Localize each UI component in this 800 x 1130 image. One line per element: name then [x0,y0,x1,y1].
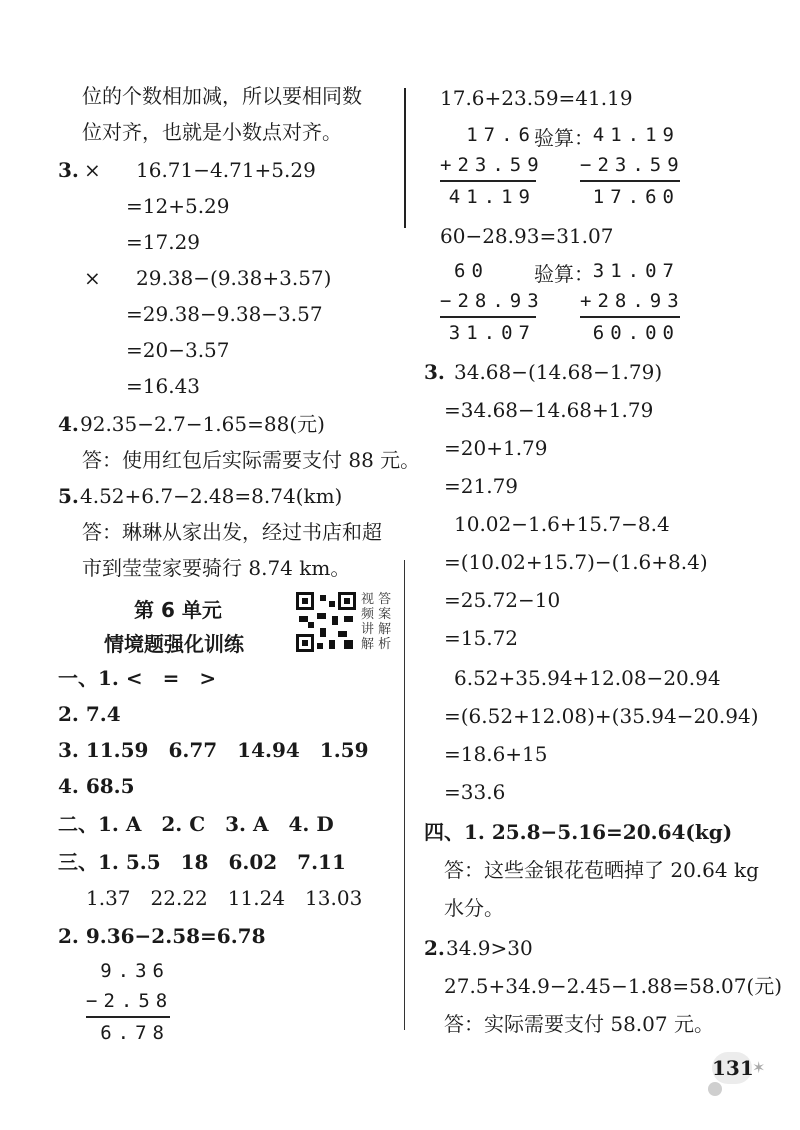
vcalc-3b-result: 60.00 [580,316,680,348]
vertical-calc-3b [580,256,685,348]
vcalc-3b-top: 31.07 [592,260,680,282]
vcalc-2b-top: 41.19 [592,124,680,146]
r3-line-12: =33.6 [444,780,506,804]
section-4-q2-answer: 答：实际需要支付 58.07 元。 [444,1012,714,1036]
q5-equation: 4.52+6.7−2.48=8.74(km) [80,484,343,508]
section-3-q1a: 三、1. 5.5 18 6.02 7.11 [58,850,346,874]
section-2: 二、1. A 2. C 3. A 4. D [58,812,334,836]
r3-line-11: =18.6+15 [444,742,548,766]
q3-a-line-1: 16.71−4.71+5.29 [136,158,316,182]
question-4-number: 4. [58,412,79,436]
section-1-q4: 4. 68.5 [58,774,135,798]
column-divider-lower [404,560,405,1030]
r3-line-8: =15.72 [444,626,519,650]
q3-a-line-2: =12+5.29 [126,194,230,218]
r3-line-6: =(10.02+15.7)−(1.6+8.4) [444,550,708,574]
intro-line-1: 位的个数相加减，所以要相同数 [82,84,362,108]
vcalc-1-top: 9.36 [100,960,170,982]
r-equation-2: 60−28.93=31.07 [440,224,614,248]
vcalc-3a-second: −28.93 [440,290,545,312]
q4-equation: 92.35−2.7−1.65=88(元) [80,412,325,436]
page-number: 131 [712,1052,752,1084]
check-label-2: 验算： [534,262,594,286]
vcalc-1-second: −2.58 [86,990,174,1012]
section-1-q1: 一、1. < = > [58,666,217,690]
qr-code-icon [296,592,356,652]
r3-line-1: 34.68−(14.68−1.79) [454,360,663,384]
q3-b-line-3: =20−3.57 [126,338,230,362]
vcalc-2a-top: 17.6 [466,124,536,146]
vcalc-3b-second: +28.93 [580,290,685,312]
r3-line-9: 6.52+35.94+12.08−20.94 [454,666,721,690]
vertical-calc-1 [86,956,174,1048]
r3-line-3: =20+1.79 [444,436,548,460]
r-equation-1: 17.6+23.59=41.19 [440,86,633,110]
vcalc-2b-result: 17.60 [580,180,680,212]
section-4-q1: 四、1. 25.8−5.16=20.64(kg) [424,820,733,844]
question-3-number: 3. [58,158,79,182]
vcalc-2b-second: −23.59 [580,154,685,176]
decorative-dot-icon [708,1082,722,1096]
q5-answer-line-2: 市到莹莹家要骑行 8.74 km。 [82,556,351,580]
vertical-calc-3a [440,256,545,348]
cross-mark-2: × [84,266,101,290]
vcalc-1-result: 6.78 [86,1016,170,1048]
q3-a-line-3: =17.29 [126,230,201,254]
decorative-star-icon: ✶ [752,1058,766,1077]
vcalc-2a-result: 41.19 [440,180,536,212]
q3-b-line-1: 29.38−(9.38+3.57) [136,266,332,290]
unit-subtitle: 情境题强化训练 [104,632,244,656]
section-1-q2: 2. 7.4 [58,702,121,726]
qr-label: 视 答 频 案 讲 解 解 析 [361,592,392,652]
section-4-q2-number: 2. [424,936,445,960]
r3-line-2: =34.68−14.68+1.79 [444,398,654,422]
section-4-q1-answer-1: 答：这些金银花苞晒掉了 20.64 kg [444,858,759,882]
section-3-q2: 2. 9.36−2.58=6.78 [58,924,266,948]
r3-line-5: 10.02−1.6+15.7−8.4 [454,512,670,536]
q3-b-line-2: =29.38−9.38−3.57 [126,302,323,326]
q3-b-line-4: =16.43 [126,374,201,398]
section-3-q1b: 1.37 22.22 11.24 13.03 [86,886,363,910]
section-1-q3: 3. 11.59 6.77 14.94 1.59 [58,738,369,762]
r3-line-4: =21.79 [444,474,519,498]
section-4-q1-answer-2: 水分。 [444,896,504,920]
vcalc-3a-result: 31.07 [440,316,536,348]
r-question-3-number: 3. [424,360,445,384]
question-5-number: 5. [58,484,79,508]
vcalc-2a-second: +23.59 [440,154,545,176]
intro-line-2: 位对齐，也就是小数点对齐。 [82,120,342,144]
vcalc-3a-top: 60 [454,260,489,282]
section-4-q2-line-1: 34.9>30 [446,936,533,960]
section-4-q2-line-2: 27.5+34.9−2.45−1.88=58.07(元) [444,974,783,998]
check-label-1: 验算： [534,126,594,150]
unit-title: 第 6 单元 [134,598,222,622]
r3-line-10: =(6.52+12.08)+(35.94−20.94) [444,704,759,728]
q4-answer: 答：使用红包后实际需要支付 88 元。 [82,448,421,472]
column-divider [404,88,406,228]
r3-line-7: =25.72−10 [444,588,561,612]
vertical-calc-2b [580,120,685,212]
cross-mark-1: × [84,158,101,182]
q5-answer-line-1: 答：琳琳从家出发，经过书店和超 [82,520,382,544]
vertical-calc-2a [440,120,545,212]
